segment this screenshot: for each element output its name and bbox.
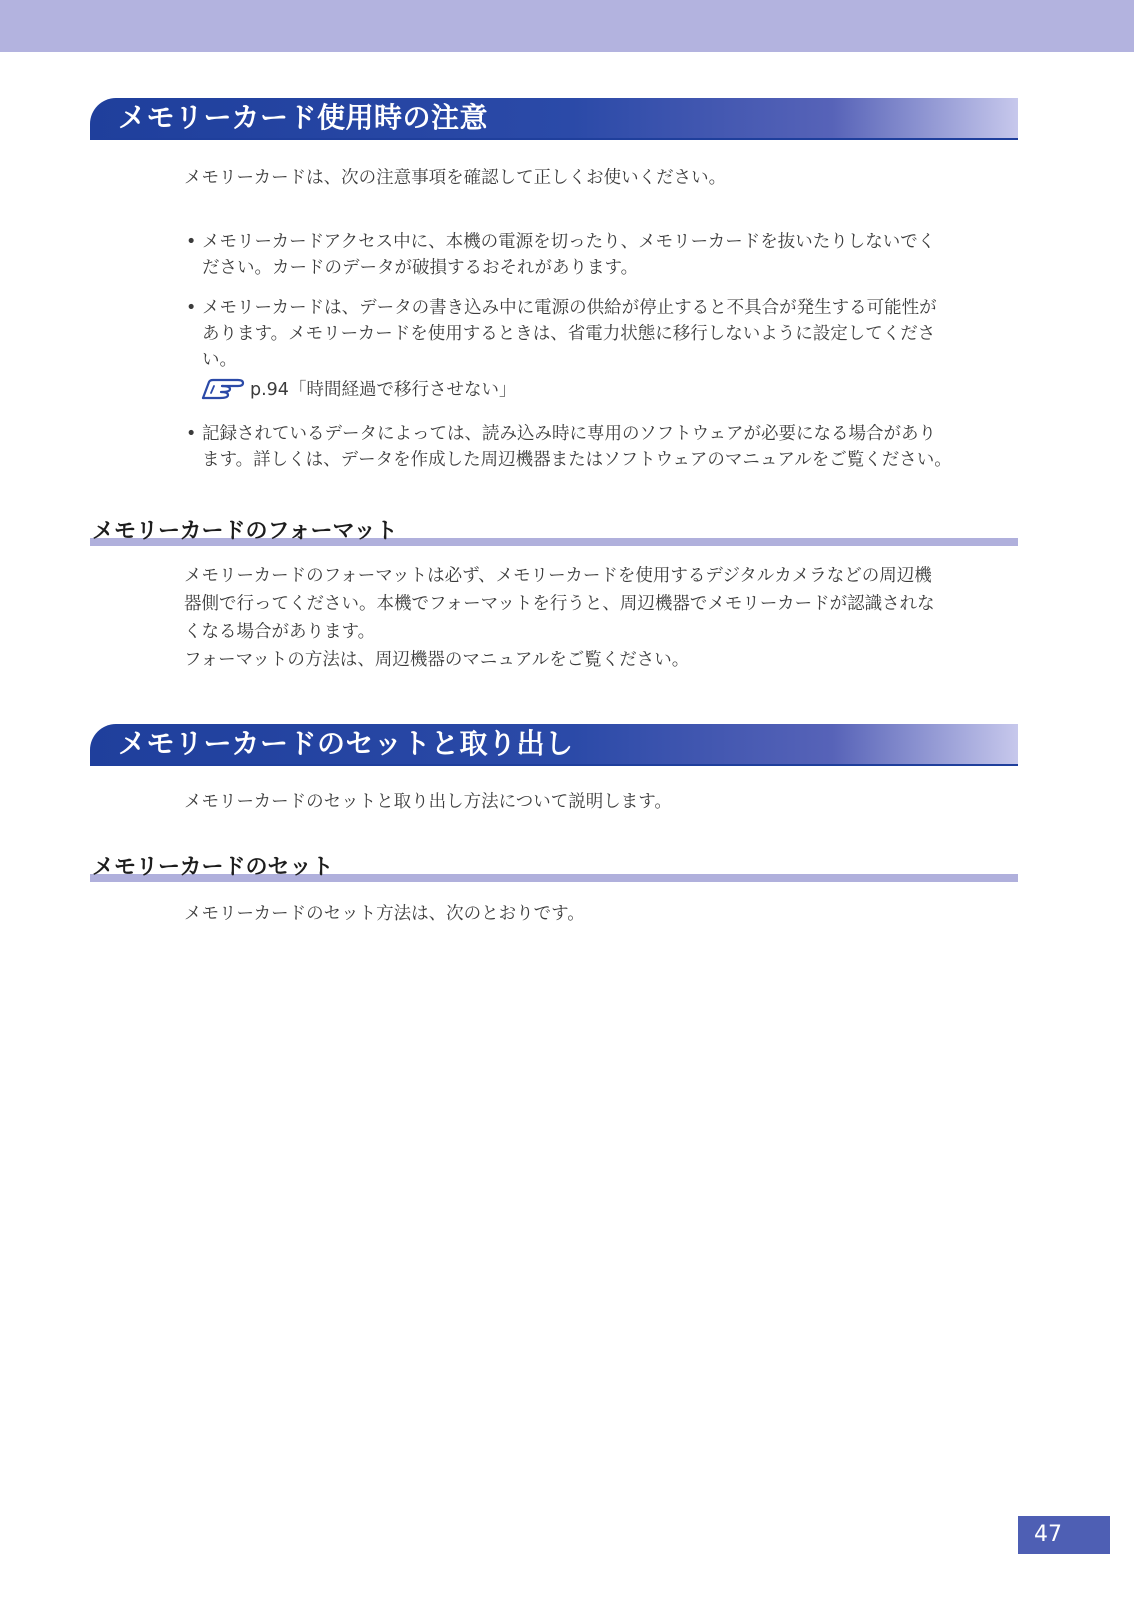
bullet-line: い。 [202, 350, 237, 370]
section2-intro: メモリーカードのセットと取り出し方法について説明します。 [184, 792, 672, 812]
set-paragraph: メモリーカードのセット方法は、次のとおりです。 [184, 904, 585, 924]
format-paragraph-line: メモリーカードのフォーマットは必ず、メモリーカードを使用するデジタルカメラなどの周辺機 [184, 566, 932, 586]
set-title: メモリーカードのセット [92, 855, 334, 880]
section2-title: メモリーカードのセットと取り出し [118, 727, 574, 760]
set-heading [90, 848, 1018, 882]
section2-heading-bar [90, 724, 1018, 766]
bullet-icon: • [186, 424, 197, 444]
section1-heading-bar [90, 98, 1018, 140]
bullet-icon: • [186, 232, 197, 252]
page-number: 47 [1018, 1516, 1110, 1554]
bullet-line: ます。詳しくは、データを作成した周辺機器またはソフトウェアのマニュアルをご覧ください。 [202, 450, 952, 470]
section1-title: メモリーカード使用時の注意 [118, 101, 488, 134]
bullet-line: 記録されているデータによっては、読み込み時に専用のソフトウェアが必要になる場合があり [202, 424, 936, 444]
format-paragraph-line: 器側で行ってください。本機でフォーマットを行うと、周辺機器でメモリーカードが認識されな [184, 594, 935, 614]
bullet-line: あります。メモリーカードを使用するときは、省電力状態に移行しないように設定してくださ [202, 324, 936, 344]
format-title: メモリーカードのフォーマット [92, 519, 398, 544]
format-paragraph-line: フォーマットの方法は、周辺機器のマニュアルをご覧ください。 [184, 650, 690, 670]
bullet-line: メモリーカードアクセス中に、本機の電源を切ったり、メモリーカードを抜いたりしないでく [202, 232, 936, 252]
bullet-line: メモリーカードは、データの書き込み中に電源の供給が停止すると不具合が発生する可能性が [202, 298, 937, 318]
pointing-hand-icon [200, 377, 246, 401]
format-paragraph-line: くなる場合があります。 [184, 622, 376, 642]
format-heading [90, 512, 1018, 546]
reference-text[interactable]: p.94「時間経過で移行させない」 [250, 380, 517, 400]
section1-intro: メモリーカードは、次の注意事項を確認して正しくお使いください。 [184, 168, 727, 188]
bullet-line: ださい。カードのデータが破損するおそれがあります。 [202, 258, 639, 278]
header-band [0, 0, 1134, 52]
bullet-icon: • [186, 298, 197, 318]
